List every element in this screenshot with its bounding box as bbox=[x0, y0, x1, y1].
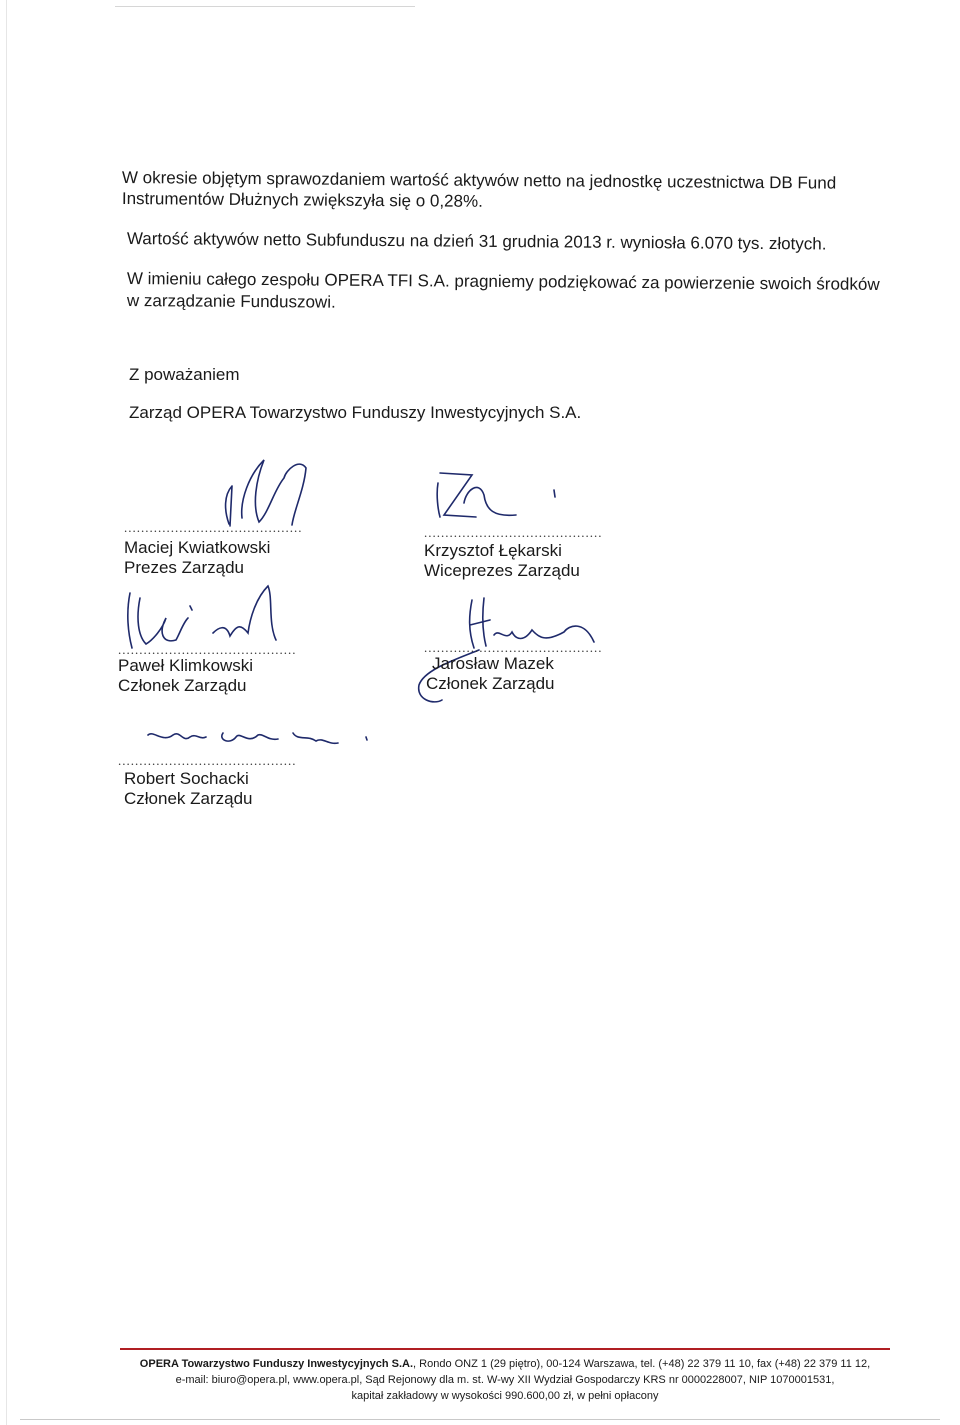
paragraph-1-line-2: Instrumentów Dłużnych zwiększyła się o 0,28%. bbox=[121, 188, 483, 211]
signature-block-mazek bbox=[424, 590, 684, 710]
handwritten-signature bbox=[124, 450, 384, 530]
footer-address: , Rondo ONZ 1 (29 piętro), 00-124 Warszawa, tel. (+48) 22 379 11 10, fax (+48) 22 379 11 12, bbox=[413, 1358, 871, 1370]
signatory-name: Paweł Klimkowski bbox=[118, 656, 254, 675]
closing-salutation: Z poważaniem bbox=[129, 365, 240, 384]
signatory-name: Robert Sochacki bbox=[124, 769, 249, 788]
scan-edge-left bbox=[6, 0, 7, 1425]
company-footer bbox=[120, 1356, 890, 1404]
footer-brand: OPERA Towarzystwo Funduszy Inwestycyjnych S.A. bbox=[139, 1358, 414, 1370]
signature-dotted-line: .......................................... bbox=[118, 642, 297, 657]
signature-dotted-line: .......................................... bbox=[118, 753, 297, 768]
board-name: Zarząd OPERA Towarzystwo Funduszy Inwestycyjnych S.A. bbox=[129, 403, 582, 422]
signatory-role: Prezes Zarządu bbox=[124, 558, 244, 577]
paragraph-1-line-1: W okresie objętym sprawozdaniem wartość aktywów netto na jednostkę uczestnictwa DB Fund bbox=[121, 167, 837, 193]
signature-block-kwiatkowski bbox=[124, 450, 384, 580]
footer-line-2: e-mail: biuro@opera.pl, www.opera.pl, Sąd Rejonowy dla m. st. W-wy XII Wydział Gospodarczy KRS nr 0000228007, NIP 1070001531, bbox=[175, 1374, 835, 1386]
signature-dotted-line: .......................................... bbox=[424, 525, 603, 540]
footer-rule bbox=[120, 1348, 890, 1350]
scan-edge-bottom bbox=[20, 1419, 940, 1420]
footer-line-1 bbox=[120, 1356, 890, 1372]
signature-dotted-line: .......................................... bbox=[124, 520, 303, 535]
paragraph-3-line-1: W imieniu całego zespołu OPERA TFI S.A. pragniemy podziękować za powierzenie swoich środków bbox=[126, 268, 880, 294]
signature-block-sochacki bbox=[118, 715, 378, 815]
footer-line-3: kapitał zakładowy w wysokości 990.600,00 zł, w pełni opłacony bbox=[351, 1390, 659, 1402]
signature-block-lekarski bbox=[424, 455, 684, 585]
signatory-role: Członek Zarządu bbox=[426, 674, 555, 693]
handwritten-signature bbox=[424, 455, 684, 535]
scan-edge-top bbox=[115, 6, 415, 7]
paragraph-3-line-2: w zarządzanie Funduszowi. bbox=[126, 290, 336, 312]
signatory-role: Członek Zarządu bbox=[118, 676, 247, 695]
signature-block-klimkowski bbox=[118, 578, 378, 698]
paragraph-2: Wartość aktywów netto Subfunduszu na dzień 31 grudnia 2013 r. wyniosła 6.070 tys. złotych. bbox=[126, 228, 827, 254]
signatory-name: Krzysztof Łękarski bbox=[424, 541, 562, 560]
signatory-name: Jarosław Mazek bbox=[432, 654, 554, 673]
signature-dotted-line: .......................................... bbox=[424, 640, 603, 655]
signatory-role: Członek Zarządu bbox=[124, 789, 253, 808]
signatory-name: Maciej Kwiatkowski bbox=[124, 538, 271, 557]
signatory-role: Wiceprezes Zarządu bbox=[424, 561, 580, 580]
